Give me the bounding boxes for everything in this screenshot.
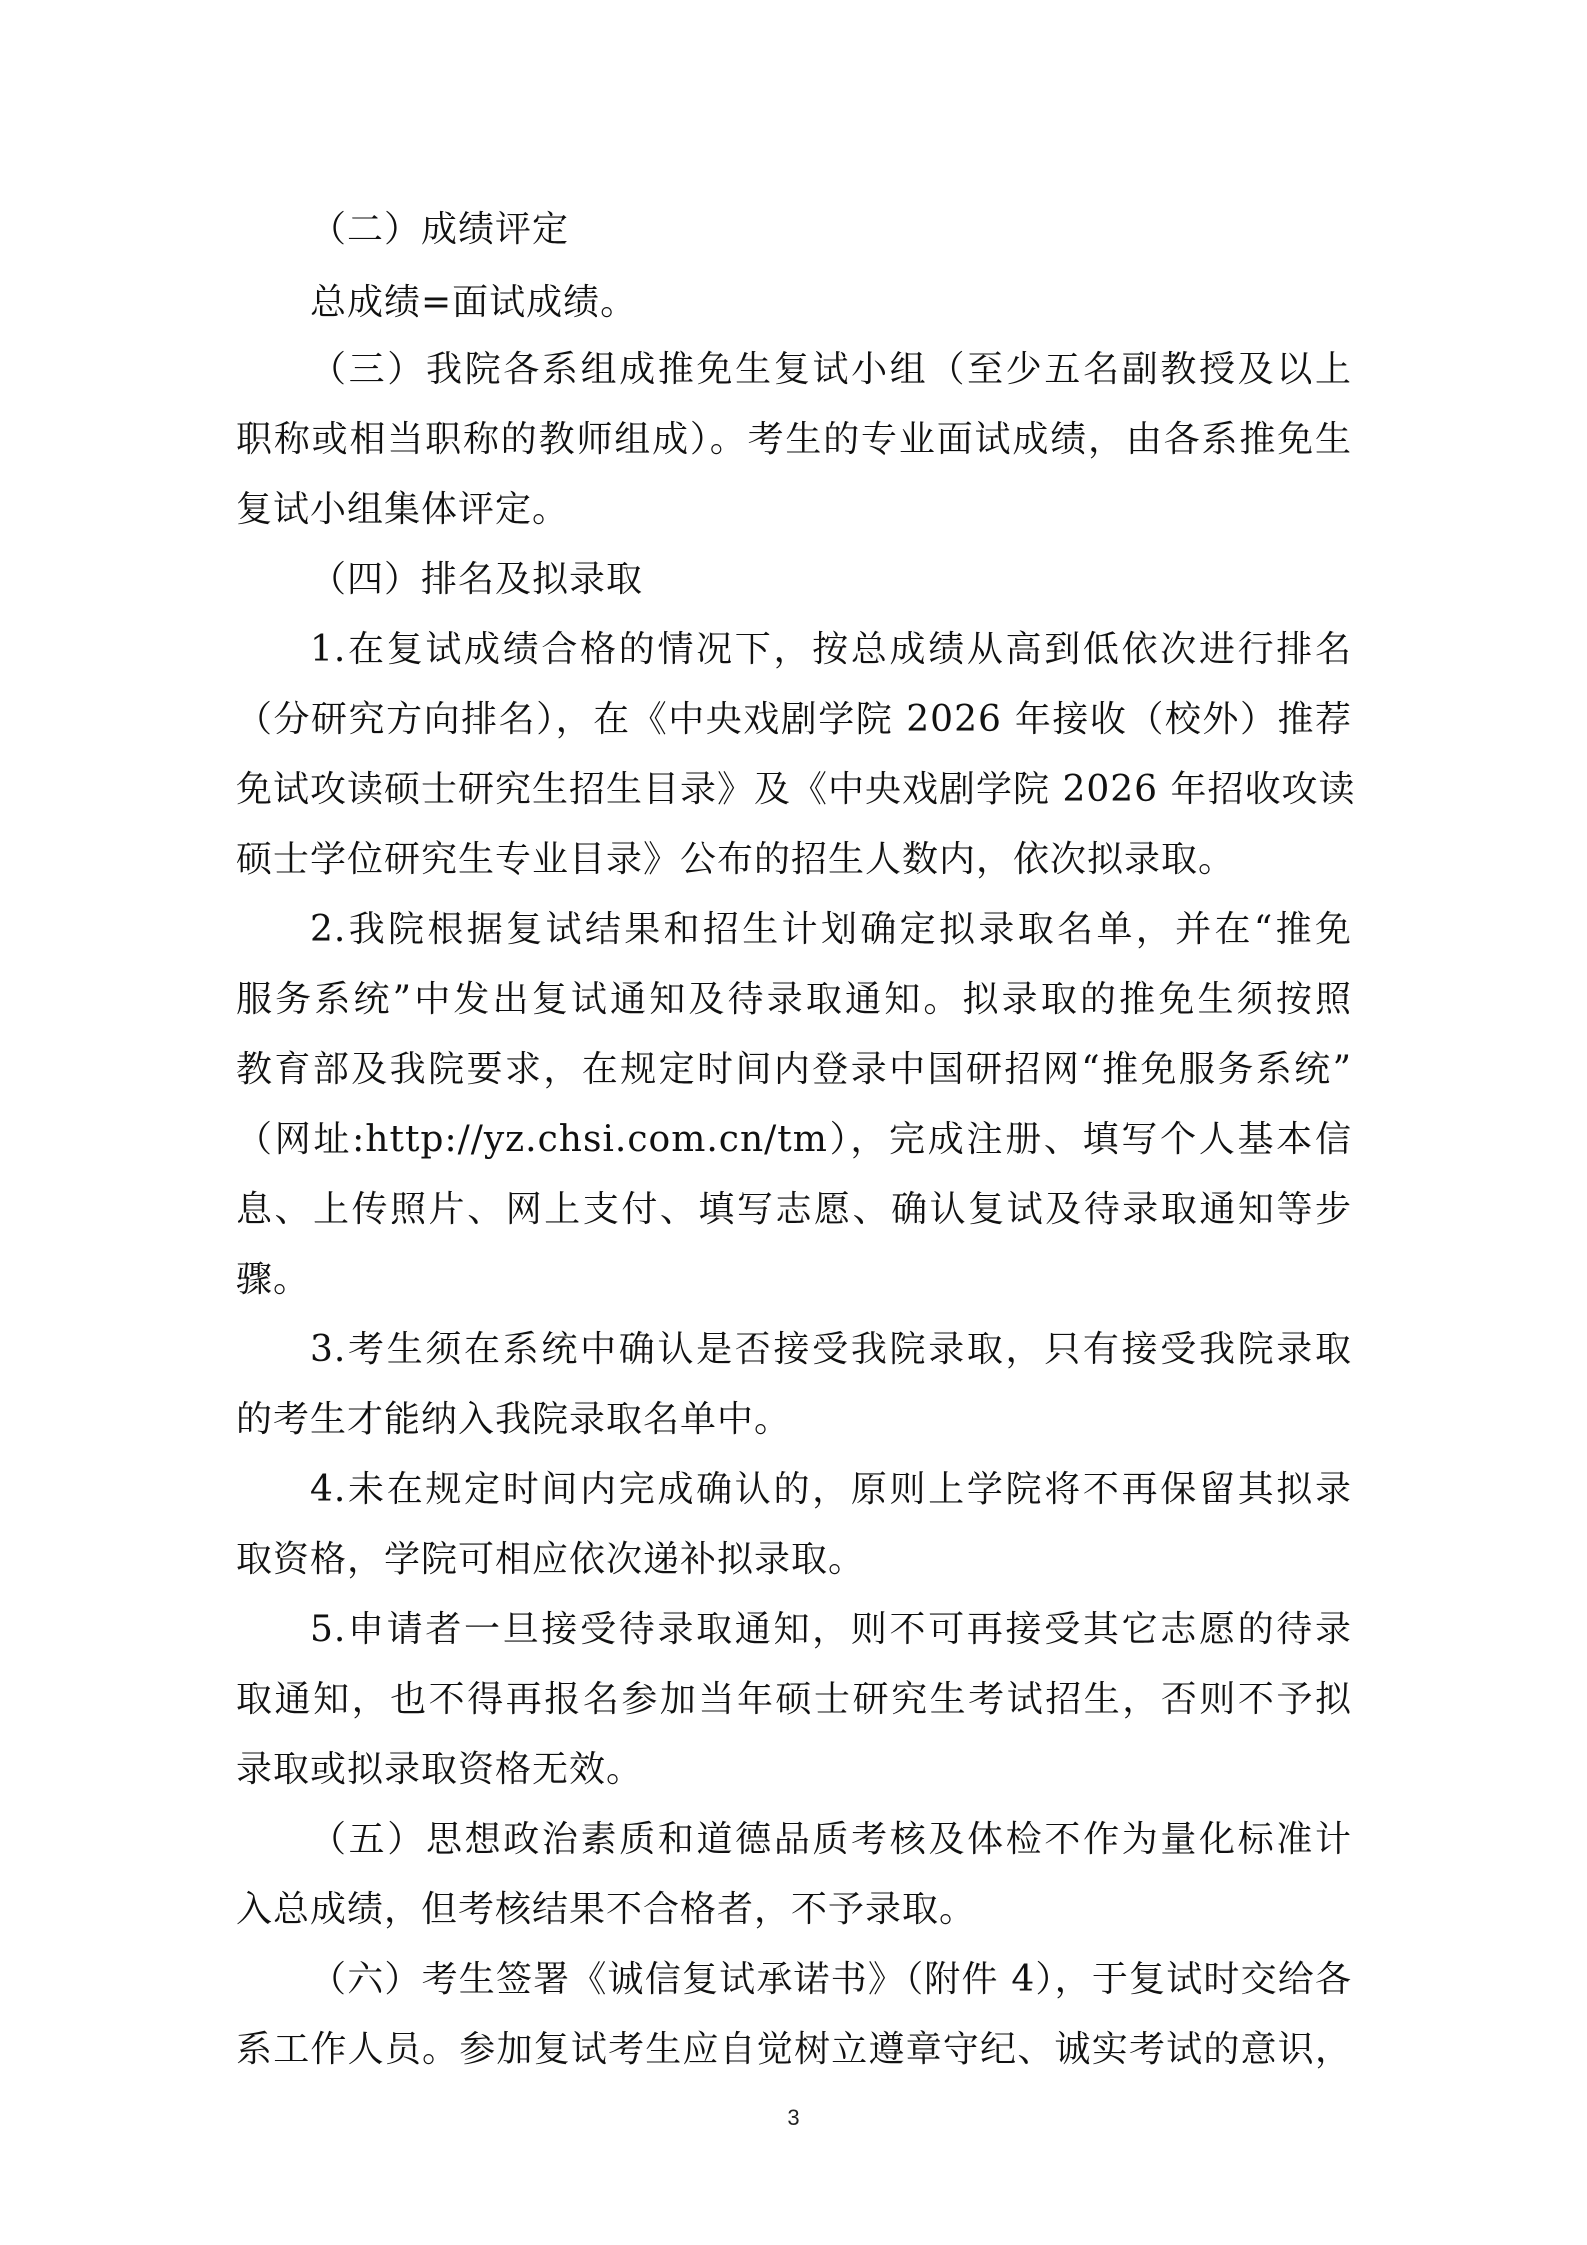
paragraph-line: 息、上传照片、网上支付、填写志愿、确认复试及待录取通知等步 bbox=[236, 1189, 1352, 1230]
section-heading-4: （四）排名及拟录取 bbox=[310, 559, 644, 600]
paragraph-line: 2.我院根据复试结果和招生计划确定拟录取名单，并在“推免 bbox=[310, 909, 1352, 950]
paragraph-line: 4.未在规定时间内完成确认的，原则上学院将不再保留其拟录 bbox=[310, 1469, 1352, 1510]
paragraph-line: （分研究方向排名），在《中央戏剧学院 2026 年接收（校外）推荐 bbox=[236, 699, 1352, 740]
paragraph-line: 5.申请者一旦接受待录取通知，则不可再接受其它志愿的待录 bbox=[310, 1609, 1352, 1650]
paragraph-line: 1.在复试成绩合格的情况下，按总成绩从高到低依次进行排名 bbox=[310, 629, 1352, 670]
paragraph-line: 总成绩=面试成绩。 bbox=[310, 282, 638, 323]
paragraph-line: 免试攻读硕士研究生招生目录》及《中央戏剧学院 2026 年招收攻读 bbox=[236, 769, 1356, 810]
paragraph-line: 的考生才能纳入我院录取名单中。 bbox=[236, 1399, 792, 1440]
paragraph-line: （五）思想政治素质和道德品质考核及体检不作为量化标准计 bbox=[310, 1819, 1352, 1860]
paragraph-line: （六）考生签署《诚信复试承诺书》（附件 4），于复试时交给各 bbox=[310, 1959, 1352, 2000]
paragraph-line: 硕士学位研究生专业目录》公布的招生人数内，依次拟录取。 bbox=[236, 839, 1236, 880]
paragraph-line: 取资格，学院可相应依次递补拟录取。 bbox=[236, 1539, 866, 1580]
paragraph-line: 3.考生须在系统中确认是否接受我院录取，只有接受我院录取 bbox=[310, 1329, 1352, 1370]
paragraph-line: 系工作人员。参加复试考生应自觉树立遵章守纪、诚实考试的意识， bbox=[236, 2029, 1352, 2070]
paragraph-line: 录取或拟录取资格无效。 bbox=[236, 1749, 644, 1790]
paragraph-line: 服务系统”中发出复试通知及待录取通知。拟录取的推免生须按照 bbox=[236, 979, 1352, 1020]
paragraph-line: 取通知，也不得再报名参加当年硕士研究生考试招生，否则不予拟 bbox=[236, 1679, 1352, 1720]
paragraph-line: 教育部及我院要求，在规定时间内登录中国研招网“推免服务系统” bbox=[236, 1049, 1352, 1090]
paragraph-line: 骤。 bbox=[236, 1259, 311, 1300]
paragraph-line: 入总成绩，但考核结果不合格者，不予录取。 bbox=[236, 1889, 977, 1930]
page-number: 3 bbox=[787, 2105, 800, 2130]
paragraph-line: 职称或相当职称的教师组成）。考生的专业面试成绩，由各系推免生 bbox=[236, 419, 1352, 460]
section-heading-2: （二）成绩评定 bbox=[310, 209, 570, 250]
paragraph-line: 复试小组集体评定。 bbox=[236, 489, 570, 530]
paragraph-line: （网址:http://yz.chsi.com.cn/tm），完成注册、填写个人基本信 bbox=[236, 1119, 1352, 1160]
paragraph-line: （三）我院各系组成推免生复试小组（至少五名副教授及以上 bbox=[310, 349, 1352, 390]
